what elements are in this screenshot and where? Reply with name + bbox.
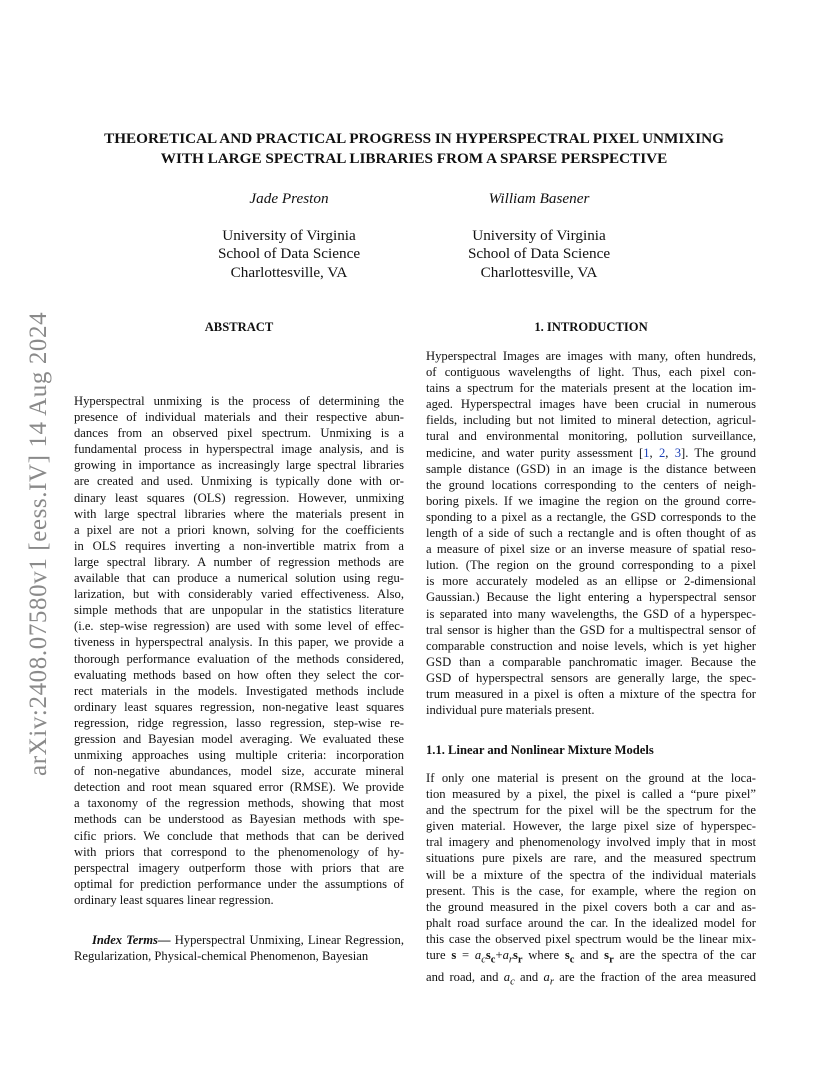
text-line: presence of individual materials and their respective abun- bbox=[74, 410, 404, 425]
text-line: Hyperspectral unmixing is the process of determining the bbox=[74, 394, 404, 408]
text-line: a taxonomy of the regression methods, showing that most bbox=[74, 796, 404, 811]
arxiv-stamp bbox=[16, 276, 56, 776]
text-line: present. This is the case, for example, where the region on bbox=[426, 883, 756, 898]
title-line-2: WITH LARGE SPECTRAL LIBRARIES FROM A SPARSE PERSPECTIVE bbox=[160, 150, 668, 167]
text-line: sample distance (GSD) in an image is the distance between bbox=[426, 461, 756, 476]
text-line: methods can be understood as Bayesian methods with spe- bbox=[74, 812, 404, 827]
text-line: growing in importance as increasingly large spectral libraries bbox=[74, 458, 404, 473]
index-terms-label: Index Terms— bbox=[92, 933, 171, 947]
last-line bbox=[426, 969, 756, 991]
eq-symbol: a bbox=[474, 948, 482, 963]
text-line: this case the observed pixel spectrum would be the linear mix- bbox=[426, 931, 756, 946]
eq-symbol: a bbox=[503, 969, 511, 984]
text-line: are created and used. Unmixing is typically done with or- bbox=[74, 474, 404, 489]
text-line: tiveness in hyperspectral analysis. In this paper, we provide a bbox=[74, 635, 404, 650]
text-line: tains a spectrum for the materials present at the location im- bbox=[426, 381, 756, 396]
text-line: simple methods that are unpopular in the statistics literature bbox=[74, 603, 404, 618]
citation-link[interactable]: 1 bbox=[643, 445, 650, 460]
text-line: trum measured in a pixel is often a mixture of the spectra for bbox=[426, 686, 756, 701]
author-name: William Basener bbox=[488, 190, 590, 207]
eq-subscript: r bbox=[549, 976, 554, 988]
text-line: GSD than a comparable panchromatic imager. Because the bbox=[426, 654, 756, 669]
eq-subscript: c bbox=[510, 976, 515, 988]
text-line: of contiguous wavelengths of light. Thus, each pixel con- bbox=[426, 365, 756, 380]
eq-text: ture bbox=[426, 948, 452, 963]
text-line: in OLS requires inverting a non-invertible matrix from a bbox=[74, 538, 404, 553]
author-block-1 bbox=[159, 190, 419, 282]
intro-lines-before bbox=[426, 348, 756, 445]
eq-text: are the spectra of the car bbox=[613, 948, 757, 963]
text-line: lution. (The region on the ground corresponding to a pixel bbox=[426, 558, 756, 573]
text-line: Gaussian.) Because the light entering a hyperspectral sensor bbox=[426, 590, 756, 605]
text-line: ordinary least squares regression, non-negative least squares bbox=[74, 699, 404, 714]
eq-text: + bbox=[495, 948, 503, 963]
text-line: perspectral imagery outperform those with priors that are bbox=[74, 860, 404, 875]
text-line: thorough performance evaluation of the methods considered, bbox=[74, 651, 404, 666]
text-line: is more accurately modeled as an ellipse or 2-dimensional bbox=[426, 574, 756, 589]
text-line: dinary least squares (OLS) regression. However, unmixing bbox=[74, 490, 404, 505]
index-terms bbox=[74, 932, 404, 964]
eq-subscript: c bbox=[490, 954, 496, 966]
introduction-body bbox=[426, 348, 756, 718]
text-line: rect materials in the models. Investigated methods include bbox=[74, 683, 404, 698]
subsection-heading: 1.1. Linear and Nonlinear Mixture Models bbox=[426, 743, 654, 757]
author-affiliation-line: School of Data Science bbox=[217, 245, 361, 262]
introduction-heading: 1. INTRODUCTION bbox=[534, 320, 648, 334]
text-line: length of a side of such a rectangle and is often thought of as bbox=[426, 526, 756, 541]
eq-text: and bbox=[574, 948, 605, 963]
text-line: given material. However, the large pixel size of hyperspec- bbox=[426, 819, 756, 834]
text-line: with priors that correspond to the phenomenology of hy- bbox=[74, 844, 404, 859]
eq-symbol: s bbox=[485, 948, 491, 963]
text-line: available that can produce a numerical solution using regu- bbox=[74, 571, 404, 586]
eq-symbol: s bbox=[604, 948, 610, 963]
arxiv-stamp-svg bbox=[16, 276, 56, 776]
text-line: of non-negative abundances, model size, accurate mineral bbox=[74, 764, 404, 779]
eq-text: and bbox=[514, 969, 544, 984]
text-line: larization, but with considerably varied effectiveness. Also, bbox=[74, 587, 404, 602]
author-affiliation-line: Charlottesville, VA bbox=[480, 263, 598, 281]
text-line: detection and root mean squared error (RMSE). We provide bbox=[74, 780, 404, 795]
subsection-body bbox=[426, 770, 756, 990]
text-line: and the spectrum for the pixel will be the spectrum for the bbox=[426, 803, 756, 818]
arxiv-id: arXiv:2408.07580v1 [eess.IV] 14 Aug 2024 bbox=[25, 311, 52, 776]
eq-text: = bbox=[456, 948, 475, 963]
intro-lines-after bbox=[426, 461, 756, 719]
text-line: optimal for prediction performance under the assumptions of bbox=[74, 876, 404, 891]
text-line: evaluating methods based on how often they select the cor- bbox=[74, 667, 404, 682]
text-line: fields, including but not limited to mineral detection, agricul- bbox=[426, 413, 756, 428]
text-line: ordinary least squares linear regression. bbox=[74, 892, 274, 907]
subsection-lines bbox=[426, 770, 756, 947]
index-terms-text: Hyperspectral Unmixing, Linear Regression, Regularization, Physical-chemical Phenomenon, Bayesian bbox=[74, 933, 404, 964]
eq-subscript: c bbox=[481, 954, 486, 966]
author-affiliation-line: University of Virginia bbox=[222, 226, 356, 244]
intro-citation-line: medicine, and water purity assessment [1, 2, 3]. The ground bbox=[426, 445, 756, 460]
author-affiliation-line: University of Virginia bbox=[472, 226, 606, 244]
text-line: sponding to a pixel as a rectangle, the GSD corresponds to the bbox=[426, 509, 756, 524]
author-block-2 bbox=[409, 190, 669, 282]
text-line: comparable construction and noise levels, which is yet higher bbox=[426, 638, 756, 653]
author-affiliation-line: School of Data Science bbox=[467, 245, 611, 262]
text-line: tion measured by a pixel, the pixel is called a “pure pixel” bbox=[426, 787, 756, 802]
text-line: fundamental process in hyperspectral image analysis, and is bbox=[74, 442, 404, 457]
eq-subscript: r bbox=[609, 954, 614, 966]
eq-symbol: s bbox=[451, 948, 457, 963]
text-line: tral imagery and phenomenology involved imply that in most bbox=[426, 835, 756, 850]
text-line: dances from an observed pixel spectrum. Unmixing is a bbox=[74, 426, 404, 441]
cite-line-suffix: ]. The ground bbox=[681, 445, 756, 460]
text-line: tral sensor is higher than the GSD for a multispectral sensor of bbox=[426, 622, 756, 637]
text-line: Hyperspectral Images are images with many, often hundreds, bbox=[426, 349, 756, 363]
text-line: a measure of pixel size or an inverse measure of spatial reso- bbox=[426, 542, 756, 557]
text-line: gression and Bayesian model averaging. We evaluated these bbox=[74, 731, 404, 746]
title-line-1: THEORETICAL AND PRACTICAL PROGRESS IN HYPERSPECTRAL PIXEL UNMIXING bbox=[104, 130, 724, 147]
text-line: tural and environmental monitoring, pollution surveillance, bbox=[426, 429, 756, 444]
eq-symbol: s bbox=[512, 948, 518, 963]
author-affiliation-line: Charlottesville, VA bbox=[230, 263, 348, 281]
text-line: GSD of hyperspectral sensors are generally large, the spec- bbox=[426, 670, 756, 685]
text-line: with large spectral libraries where the materials present in bbox=[74, 506, 404, 521]
text-line: is separated into many wavelengths, the GSD of a hyperspec- bbox=[426, 606, 756, 621]
eq-symbol: s bbox=[564, 948, 570, 963]
citation-link[interactable]: 2 bbox=[658, 445, 666, 460]
author-name: Jade Preston bbox=[249, 190, 329, 207]
text-line: phalt road surface around the car. In the idealized model for bbox=[426, 915, 756, 930]
text-line: (i.e. step-wise regression) are used with some level of effec- bbox=[74, 619, 404, 634]
text-line: regression, ridge regression, lasso regression, step-wise re- bbox=[74, 715, 404, 730]
text-line: a pixel are not a priori known, solving for the coefficients bbox=[74, 522, 404, 537]
text-line: boring pixels. If we imagine the region on the ground corre- bbox=[426, 493, 756, 508]
text-line: the ground measured in the pixel covers both a car and as- bbox=[426, 899, 756, 914]
text-line: the ground locations corresponding to the centers of neigh- bbox=[426, 477, 756, 492]
eq-text: are the fraction of the area measured bbox=[553, 969, 756, 984]
eq-subscript: r bbox=[517, 954, 523, 966]
text-line: If only one material is present on the ground at the loca- bbox=[426, 771, 756, 785]
equation-line bbox=[426, 947, 756, 969]
text-line: unmixing approaches using multiple criteria: incorporation bbox=[74, 748, 404, 763]
abstract-heading: ABSTRACT bbox=[204, 320, 274, 334]
eq-subscript: c bbox=[569, 954, 575, 966]
eq-symbol: a bbox=[502, 948, 509, 963]
text-line: aged. Hyperspectral images have been crucial in numerous bbox=[426, 397, 756, 412]
abstract-body bbox=[74, 393, 404, 908]
text-line: cific priors. We conclude that methods that can be derived bbox=[74, 828, 404, 843]
text-line: situations pure pixels are rare, and the measured spectrum bbox=[426, 851, 756, 866]
text-line: individual pure materials present. bbox=[426, 703, 595, 718]
text-line: large spectral library. A number of regression methods are bbox=[74, 554, 404, 569]
eq-subscript: r bbox=[508, 954, 513, 966]
paper-title bbox=[60, 129, 768, 169]
citation-link[interactable]: 3 bbox=[674, 445, 682, 460]
cite-line-prefix: medicine, and water purity assessment [ bbox=[426, 445, 644, 460]
text-line: will be a mixture of the spectra of the individual materials bbox=[426, 867, 756, 882]
eq-text: where bbox=[522, 948, 565, 963]
eq-symbol: a bbox=[543, 969, 550, 984]
eq-text: and road, and bbox=[426, 969, 504, 984]
